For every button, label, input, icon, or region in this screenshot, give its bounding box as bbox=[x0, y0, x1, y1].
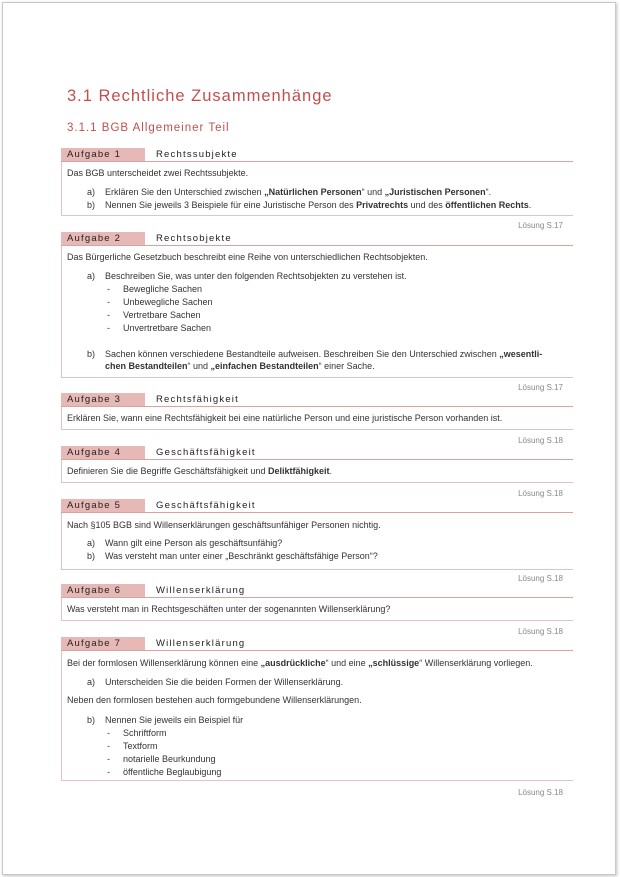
list-item: Bewegliche Sachen bbox=[123, 284, 203, 294]
task-2-item-a: Beschreiben Sie, was unter den folgenden Rechtsobjekten zu verstehen ist. bbox=[105, 271, 407, 281]
task-1-item-b: Nennen Sie jeweils 3 Beispiele für eine Juristische Person des Privatrechts und des öffentlichen Rechts. bbox=[105, 200, 532, 210]
task-7-item-a: Unterscheiden Sie die beiden Formen der Willenserklärung. bbox=[105, 677, 344, 687]
bullet-dash: - bbox=[107, 297, 110, 307]
bullet-dash: - bbox=[107, 323, 110, 333]
task-2-header bbox=[61, 232, 573, 246]
task-4-solution-ref: Lösung S.18 bbox=[518, 489, 563, 498]
bullet-dash: - bbox=[107, 754, 110, 764]
bullet-dash: - bbox=[107, 728, 110, 738]
task-7-middle-text: Neben den formlosen bestehen auch formgebundene Willenserklärungen. bbox=[67, 695, 362, 705]
task-5-solution-ref: Lösung S.18 bbox=[518, 574, 563, 583]
task-7-intro: Bei der formlosen Willenserklärung können eine „ausdrückliche“ und eine „schlüssige“ Willenserklärung vorliegen. bbox=[67, 658, 533, 668]
list-item: Unbewegliche Sachen bbox=[123, 297, 213, 307]
item-marker: a) bbox=[87, 538, 96, 548]
item-marker: b) bbox=[87, 551, 96, 561]
task-6-label: Aufgabe 6 bbox=[61, 584, 145, 597]
task-1-solution-ref: Lösung S.17 bbox=[518, 221, 563, 230]
task-3-intro: Erklären Sie, wann eine Rechtsfähigkeit bei eine natürliche Person und eine juristische Person vorhanden ist. bbox=[67, 413, 503, 423]
list-item: öffentliche Beglaubigung bbox=[123, 767, 222, 777]
bullet-dash: - bbox=[107, 767, 110, 777]
task-2-item-b-line1: Sachen können verschiedene Bestandteile aufweisen. Beschreiben Sie den Unterschied zwischen „wesentli- bbox=[105, 349, 543, 359]
task-7-title: Willenserklärung bbox=[156, 638, 246, 649]
item-marker: a) bbox=[87, 187, 96, 197]
task-3-title: Rechtsfähigkeit bbox=[156, 394, 239, 405]
task-1-title: Rechtssubjekte bbox=[156, 149, 238, 160]
list-item: Textform bbox=[123, 741, 158, 751]
task-6-intro: Was versteht man in Rechtsgeschäften unter der sogenannten Willenserklärung? bbox=[67, 604, 391, 614]
list-item: notarielle Beurkundung bbox=[123, 754, 216, 764]
list-item: Unvertretbare Sachen bbox=[123, 323, 212, 333]
task-5-item-a: Wann gilt eine Person als geschäftsunfähig? bbox=[105, 538, 283, 548]
task-2-title: Rechtsobjekte bbox=[156, 233, 232, 244]
item-marker: b) bbox=[87, 349, 96, 359]
task-1-label: Aufgabe 1 bbox=[61, 148, 145, 161]
task-3-header bbox=[61, 393, 573, 407]
task-7-header bbox=[61, 637, 573, 651]
task-2-intro: Das Bürgerliche Gesetzbuch beschreibt eine Reihe von unterschiedlichen Rechtsobjekten. bbox=[67, 252, 428, 262]
task-5-label: Aufgabe 5 bbox=[61, 499, 145, 512]
task-2-label: Aufgabe 2 bbox=[61, 232, 145, 245]
subsection-heading: 3.1.1 BGB Allgemeiner Teil bbox=[67, 122, 230, 134]
item-marker: a) bbox=[87, 677, 96, 687]
task-6-solution-ref: Lösung S.18 bbox=[518, 627, 563, 636]
section-heading: 3.1 Rechtliche Zusammenhänge bbox=[67, 87, 333, 105]
task-3-label: Aufgabe 3 bbox=[61, 393, 145, 406]
task-1-item-a: Erklären Sie den Unterschied zwischen „Natürlichen Personen“ und „Juristischen Personen“. bbox=[105, 187, 492, 197]
task-6-title: Willenserklärung bbox=[156, 585, 246, 596]
task-4-intro: Definieren Sie die Begriffe Geschäftsfähigkeit und Deliktfähigkeit. bbox=[67, 466, 332, 476]
document-page bbox=[2, 2, 616, 875]
item-marker: a) bbox=[87, 271, 96, 281]
task-4-label: Aufgabe 4 bbox=[61, 446, 145, 459]
item-marker: b) bbox=[87, 715, 96, 725]
bullet-dash: - bbox=[107, 284, 110, 294]
task-4-title: Geschäftsfähigkeit bbox=[156, 447, 256, 458]
task-5-intro: Nach §105 BGB sind Willenserklärungen geschäftsunfähiger Personen nichtig. bbox=[67, 520, 381, 530]
task-4-header bbox=[61, 446, 573, 460]
task-5-item-b: Was versteht man unter einer „Beschränkt geschäftsfähige Person“? bbox=[105, 551, 378, 561]
task-7-item-b: Nennen Sie jeweils ein Beispiel für bbox=[105, 715, 244, 725]
task-3-solution-ref: Lösung S.18 bbox=[518, 436, 563, 445]
list-item: Vertretbare Sachen bbox=[123, 310, 201, 320]
task-6-header bbox=[61, 584, 573, 598]
task-5-title: Geschäftsfähigkeit bbox=[156, 500, 256, 511]
item-marker: b) bbox=[87, 200, 96, 210]
task-1-header bbox=[61, 148, 573, 162]
task-2-solution-ref: Lösung S.17 bbox=[518, 383, 563, 392]
bullet-dash: - bbox=[107, 741, 110, 751]
list-item: Schriftform bbox=[123, 728, 167, 738]
task-7-label: Aufgabe 7 bbox=[61, 637, 145, 650]
task-1-intro: Das BGB unterscheidet zwei Rechtssubjekte. bbox=[67, 168, 249, 178]
task-7-solution-ref: Lösung S.18 bbox=[518, 788, 563, 797]
task-5-header bbox=[61, 499, 573, 513]
bullet-dash: - bbox=[107, 310, 110, 320]
task-2-item-b-line2: chen Bestandteilen“ und „einfachen Bestandteilen“ einer Sache. bbox=[105, 361, 375, 371]
